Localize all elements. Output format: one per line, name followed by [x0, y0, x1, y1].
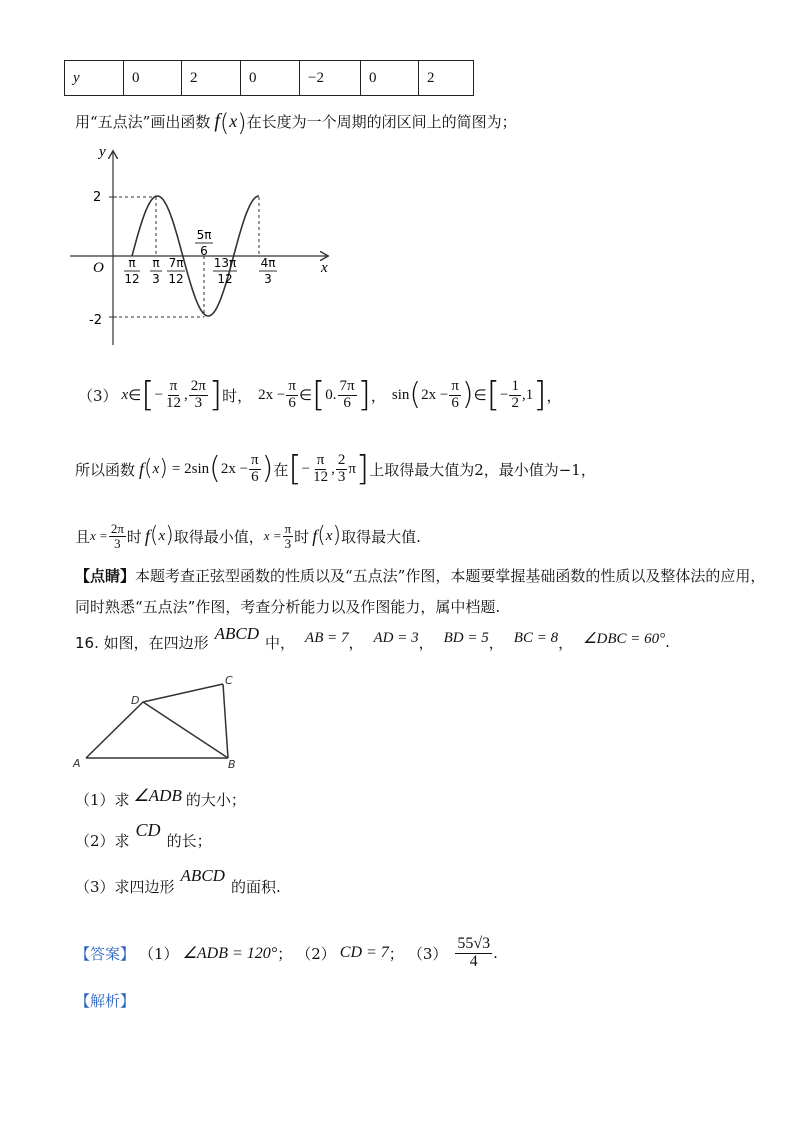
table-cell: 0	[124, 61, 182, 96]
dianjing-line1: 【点睛】本题考查正弦型函数的性质以及“五点法”作图，本题要掌握基础函数的性质以及整体法的应用，	[75, 567, 766, 585]
origin-label: O	[93, 260, 104, 276]
segment-dc	[143, 684, 223, 702]
x-tick-num: 4π	[260, 256, 276, 270]
five-point-sentence: 用“五点法”画出函数 f(x)在长度为一个周期的闭区间上的简图为；	[75, 109, 517, 137]
table-cell: 0	[241, 61, 300, 96]
x-tick-den: 12	[217, 272, 233, 286]
table-cell: 0	[361, 61, 419, 96]
sub-question-2: （2）求 CD 的长；	[75, 819, 212, 850]
vertex-label-b: B	[228, 758, 236, 771]
table-cell: 2	[419, 61, 474, 96]
vertex-label-d: D	[131, 694, 140, 707]
question-16: 16. 如图，在四边形 ABCD 中， AB = 7 ， AD = 3 ， BD = 5 ， BC = 8 ， ∠DBC = 60° .	[75, 624, 670, 652]
x-tick-num: 7π	[168, 256, 184, 270]
jiexi-tag: 【解析】	[75, 992, 136, 1010]
table-row	[65, 61, 474, 96]
x-tick-num: π	[128, 256, 136, 270]
x-tick-den: 3	[152, 272, 160, 286]
quadrilateral-figure	[70, 672, 250, 772]
segment-ad	[86, 702, 143, 758]
part3-line1: （3） x ∈ [ − $\frac{\pi}{12}$ , $\frac{2\pi}{3}$ ] 时， 2x − $\frac{\pi}{6}$ ∈ [ 0. $\frac{7\pi}{6}$ ] ， sin ( 2x − $\frac{\pi}{6}$ ) ∈ [ − $\frac{1}{2}$ ,1 ] ，	[78, 375, 562, 415]
value-table	[64, 60, 474, 96]
x-tick-den: 12	[168, 272, 184, 286]
y-tick-label: -2	[89, 313, 102, 328]
vertex-label-c: C	[225, 674, 233, 687]
answer-line: 【答案】 （1） ∠ADB = 120° ； （2） CD = 7 ； （3） $\frac{55√3}{4}$ .	[75, 934, 498, 970]
table-cell: 2	[182, 61, 241, 96]
vertex-label-a: A	[73, 757, 81, 770]
part3-line3: 且 x = $\frac{2\pi}{3}$ 时 f ( x ) 取得最小值， x = $\frac{\pi}{3}$ 时 f ( x ) 取得最大值.	[75, 520, 421, 551]
x-tick-den: 12	[124, 272, 140, 286]
x-tick-den: 3	[264, 272, 272, 286]
sine-graph	[65, 140, 345, 350]
part3-line2: 所以函数 f ( x ) = 2sin ( 2x − $\frac{\pi}{6}$ ) 在 [ − $\frac{\pi}{12}$ , $\frac{2}{3}$ π ] 上取得最大值为2，最小值为−1，	[75, 449, 596, 489]
dianjing-line2: 同时熟悉“五点法”作图，考查分析能力以及作图能力，属中档题.	[75, 598, 501, 616]
dianjing-tag: 【点睛】	[75, 567, 136, 585]
x-tick-num: 13π	[213, 256, 237, 270]
x-tick-num: π	[152, 256, 160, 270]
sub-question-1: （1）求 ∠ADB 的大小；	[75, 786, 246, 809]
segment-cb	[223, 684, 228, 758]
y-tick-label: 2	[93, 190, 102, 205]
peak-label-den: 6	[200, 244, 208, 258]
peak-label-num: 5π	[196, 228, 212, 242]
table-cell: −2	[300, 61, 361, 96]
x-axis-label: x	[321, 260, 328, 276]
answer-tag: 【答案】	[75, 944, 136, 963]
segment-db	[143, 702, 228, 758]
table-row-label: y	[65, 61, 124, 96]
sub-question-3: （3）求四边形 ABCD 的面积.	[75, 866, 281, 896]
y-axis-label: y	[99, 144, 106, 160]
